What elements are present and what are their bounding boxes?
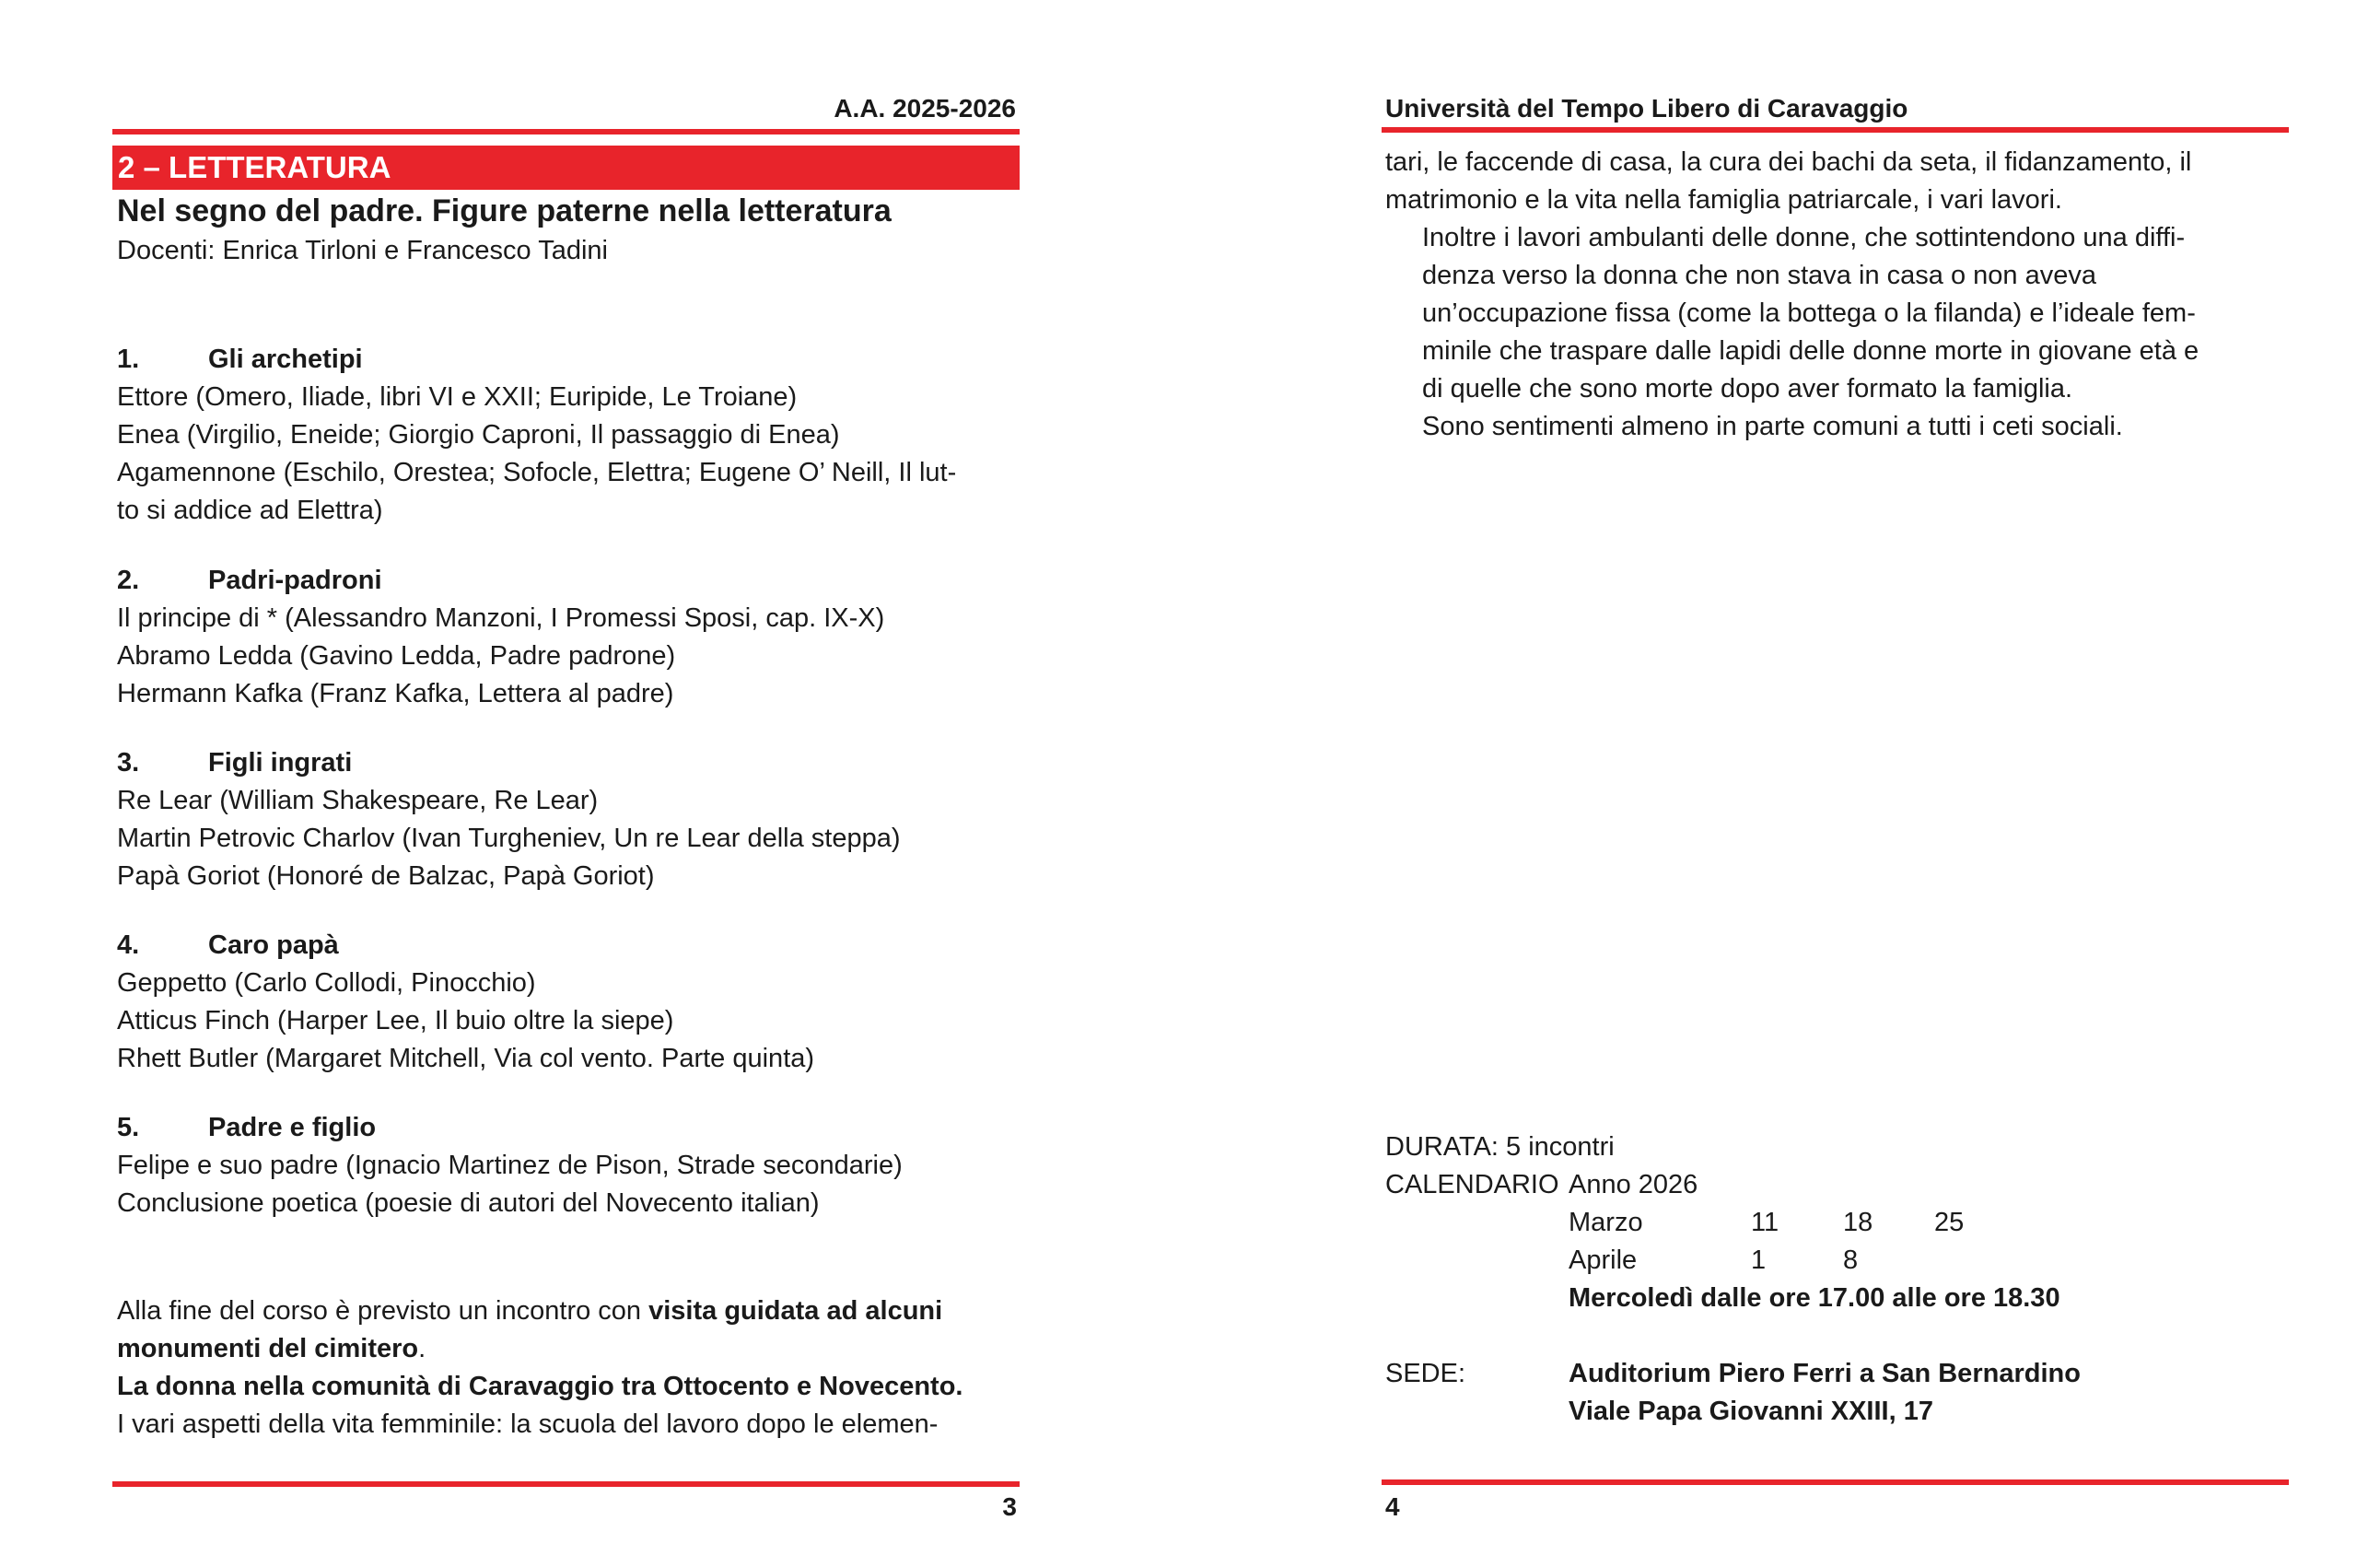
page-number: 3 xyxy=(1002,1492,1017,1521)
body-line: Sono sentimenti almeno in parte comuni a tutti i ceti sociali. xyxy=(1422,412,2123,441)
list-item: Papà Goriot (Honoré de Balzac, Papà Goriot) xyxy=(117,861,655,891)
body-line: un’occupazione fissa (come la bottega o la filanda) e l’ideale fem- xyxy=(1422,298,2196,328)
page-number: 4 xyxy=(1385,1492,1400,1521)
schedule-line: Mercoledì dalle ore 17.00 alle ore 18.30 xyxy=(1569,1283,2060,1313)
sede-label: SEDE: xyxy=(1385,1359,1466,1388)
list-item: Abramo Ledda (Gavino Ledda, Padre padrone) xyxy=(117,641,676,671)
day-value: 25 xyxy=(1934,1208,1965,1237)
section-number: 3. xyxy=(117,748,140,778)
body-line: matrimonio e la vita nella famiglia patriarcale, i vari lavori. xyxy=(1385,185,2062,215)
closing-line xyxy=(117,1334,426,1364)
body-line: Inoltre i lavori ambulanti delle donne, che sottintendono una diffi- xyxy=(1422,223,2186,252)
list-item: Agamennone (Eschilo, Orestea; Sofocle, Elettra; Eugene O’ Neill, Il lut- xyxy=(117,458,957,487)
body-line: tari, le faccende di casa, la cura dei bachi da seta, il fidanzamento, il xyxy=(1385,147,2192,177)
list-item: Conclusione poetica (poesie di autori del Novecento italian) xyxy=(117,1188,820,1218)
footer-rule xyxy=(112,1481,1020,1487)
day-value: 11 xyxy=(1751,1208,1779,1237)
sede-venue: Auditorium Piero Ferri a San Bernardino xyxy=(1569,1359,2081,1388)
university-header: Università del Tempo Libero di Caravaggio xyxy=(1385,94,1908,123)
header-rule xyxy=(1382,127,2289,133)
closing-bold-text: monumenti del cimitero xyxy=(117,1334,419,1363)
calendario-label: CALENDARIO xyxy=(1385,1170,1559,1199)
section-number: 1. xyxy=(117,345,140,374)
closing-subtitle: La donna nella comunità di Caravaggio tra Ottocento e Novecento. xyxy=(117,1372,963,1401)
section-title: Figli ingrati xyxy=(208,748,353,778)
section-title: Caro papà xyxy=(208,930,339,960)
body-line: di quelle che sono morte dopo aver formato la famiglia. xyxy=(1422,374,2073,403)
closing-bold-text: visita guidata ad alcuni xyxy=(648,1296,943,1326)
closing-line xyxy=(117,1296,942,1327)
section-title: Gli archetipi xyxy=(208,345,363,374)
list-item: Re Lear (William Shakespeare, Re Lear) xyxy=(117,786,599,815)
body-line: minile che traspare dalle lapidi delle donne morte in giovane età e xyxy=(1422,336,2199,366)
list-item: Felipe e suo padre (Ignacio Martinez de Pison, Strade secondarie) xyxy=(117,1151,903,1180)
section-number: 4. xyxy=(117,930,140,960)
list-item: Ettore (Omero, Iliade, libri VI e XXII; Euripide, Le Troiane) xyxy=(117,382,798,412)
list-item: to si addice ad Elettra) xyxy=(117,496,383,525)
right-page xyxy=(1190,0,2380,1567)
month-label: Aprile xyxy=(1569,1245,1638,1275)
section-title: Padri-padroni xyxy=(208,566,382,595)
closing-text: Alla fine del corso è previsto un incontro con xyxy=(117,1296,649,1326)
section-number: 5. xyxy=(117,1113,140,1142)
closing-text: . xyxy=(418,1334,426,1363)
section-title: Padre e figlio xyxy=(208,1113,377,1142)
course-title: Nel segno del padre. Figure paterne nella letteratura xyxy=(117,193,892,228)
academic-year-header: A.A. 2025-2026 xyxy=(834,94,1016,123)
section-number: 2. xyxy=(117,566,140,595)
list-item: Rhett Butler (Margaret Mitchell, Via col vento. Parte quinta) xyxy=(117,1044,815,1073)
durata-line: DURATA: 5 incontri xyxy=(1385,1132,1615,1162)
anno-value: Anno 2026 xyxy=(1569,1170,1698,1199)
section-banner: 2 – LETTERATURA xyxy=(112,146,1020,190)
footer-rule xyxy=(1382,1479,2289,1485)
month-label: Marzo xyxy=(1569,1208,1643,1237)
header-rule xyxy=(112,129,1020,134)
list-item: Il principe di * (Alessandro Manzoni, I Promessi Sposi, cap. IX-X) xyxy=(117,603,885,633)
day-value: 1 xyxy=(1751,1245,1767,1275)
teachers-line: Docenti: Enrica Tirloni e Francesco Tadini xyxy=(117,236,608,265)
list-item: Hermann Kafka (Franz Kafka, Lettera al padre) xyxy=(117,679,674,708)
list-item: Enea (Virgilio, Eneide; Giorgio Caproni, Il passaggio di Enea) xyxy=(117,420,840,450)
list-item: Martin Petrovic Charlov (Ivan Turgheniev, Un re Lear della steppa) xyxy=(117,824,901,853)
day-value: 8 xyxy=(1843,1245,1859,1275)
day-value: 18 xyxy=(1843,1208,1873,1237)
list-item: Atticus Finch (Harper Lee, Il buio oltre la siepe) xyxy=(117,1006,674,1035)
sede-address: Viale Papa Giovanni XXIII, 17 xyxy=(1569,1397,1933,1426)
closing-line: I vari aspetti della vita femminile: la scuola del lavoro dopo le elemen- xyxy=(117,1409,939,1439)
body-line: denza verso la donna che non stava in casa o non aveva xyxy=(1422,261,2096,290)
list-item: Geppetto (Carlo Collodi, Pinocchio) xyxy=(117,968,536,998)
